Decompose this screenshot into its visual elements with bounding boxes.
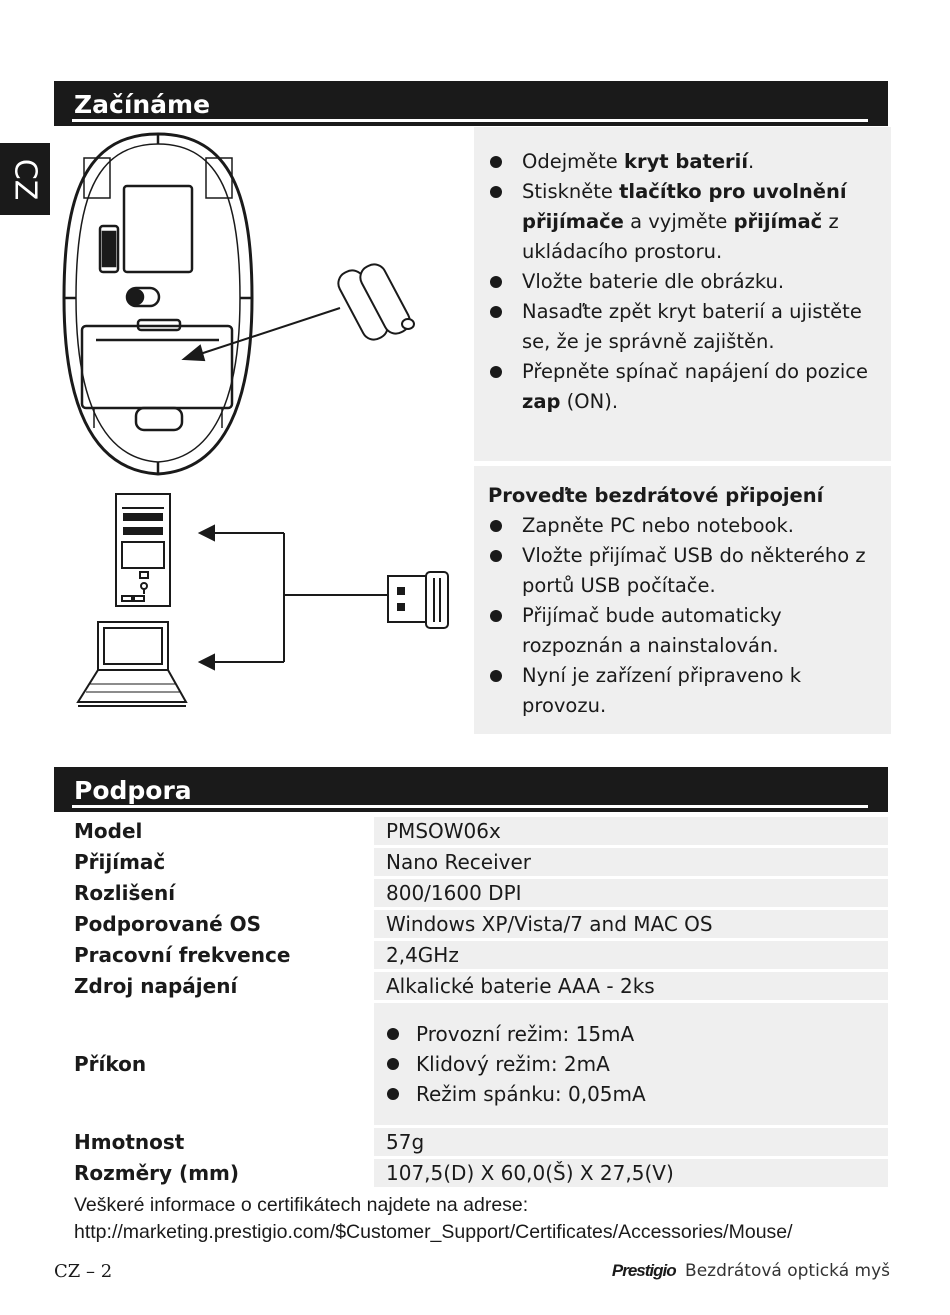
spec-row — [54, 972, 888, 1000]
spec-value — [374, 1003, 888, 1125]
spec-row — [54, 848, 888, 876]
spec-value: 107,5(D) X 60,0(Š) X 27,5(V) — [374, 1159, 888, 1187]
spec-label: Model — [74, 819, 143, 843]
certificate-info — [74, 1192, 793, 1246]
setup-step — [488, 357, 885, 417]
connect-panel — [474, 466, 891, 734]
step-text: kryt baterií — [623, 150, 749, 173]
setup-step — [488, 267, 885, 297]
setup-steps-panel — [474, 127, 891, 461]
section-header-getting-started — [54, 81, 888, 126]
connect-step: Vložte přijímač USB do některého z portů USB počítače. — [488, 541, 885, 601]
spec-label: Podporované OS — [74, 912, 262, 936]
connect-heading: Proveďte bezdrátové připojení — [488, 484, 824, 507]
setup-step — [488, 297, 885, 357]
step-text: přijímač — [733, 210, 823, 233]
spec-row — [54, 1159, 888, 1187]
spec-label: Zdroj napájení — [74, 974, 238, 998]
title-underline — [72, 119, 868, 122]
setup-illustration — [54, 128, 474, 728]
connect-step: Zapněte PC nebo notebook. — [488, 511, 885, 541]
spec-value: Alkalické baterie AAA - 2ks — [374, 972, 888, 1000]
spec-label: Rozměry (mm) — [74, 1161, 240, 1185]
step-text: Vložte baterie dle obrázku. — [522, 270, 785, 293]
section-header-support — [54, 767, 888, 812]
spec-label: Pracovní frekvence — [74, 943, 291, 967]
spec-value: 2,4GHz — [374, 941, 888, 969]
setup-steps-list — [488, 147, 885, 417]
setup-step — [488, 147, 885, 177]
spec-value: Nano Receiver — [374, 848, 888, 876]
certificate-url[interactable]: http://marketing.prestigio.com/$Customer_Support/Certificates/Accessories/Mouse/ — [74, 1221, 793, 1243]
setup-step — [488, 177, 885, 267]
pc-tower-image — [116, 494, 170, 606]
page-number: CZ – 2 — [54, 1261, 113, 1282]
product-name: Bezdrátová optická myš — [685, 1261, 890, 1281]
brand-logo: Prestigio — [611, 1261, 676, 1280]
connect-steps-list — [488, 511, 885, 721]
batteries-image — [334, 260, 414, 344]
title-underline — [72, 805, 868, 808]
language-code: CZ — [7, 158, 43, 200]
spec-row — [54, 941, 888, 969]
spec-row — [54, 1128, 888, 1156]
spec-value-list — [386, 1003, 888, 1125]
step-text: z ukládacího prostoru. — [522, 210, 839, 263]
spec-value-item: Režim spánku: 0,05mA — [386, 1079, 888, 1109]
spec-table — [54, 814, 888, 1190]
certificate-text: Veškeré informace o certifikátech najdete na adrese: — [74, 1194, 529, 1216]
section-title: Podpora — [74, 776, 192, 805]
footer-product — [612, 1261, 890, 1281]
spec-row — [54, 817, 888, 845]
usb-receiver-image — [388, 572, 448, 628]
section-title: Začínáme — [74, 90, 211, 119]
step-text: a vyjměte — [623, 210, 734, 233]
insert-arrow — [184, 308, 340, 360]
spec-row — [54, 910, 888, 938]
step-text: Nasaďte zpět kryt baterií a ujistěte se, že je správně zajištěn. — [522, 300, 862, 353]
spec-label: Přijímač — [74, 850, 166, 874]
spec-row — [54, 879, 888, 907]
spec-label: Rozlišení — [74, 881, 176, 905]
spec-value: Windows XP/Vista/7 and MAC OS — [374, 910, 888, 938]
step-text: Stiskněte — [522, 180, 620, 203]
step-text: Přepněte spínač napájení do pozice — [522, 360, 868, 383]
language-tab — [0, 143, 50, 215]
laptop-image — [78, 622, 186, 706]
spec-value: PMSOW06x — [374, 817, 888, 845]
spec-label: Hmotnost — [74, 1130, 185, 1154]
spec-value: 800/1600 DPI — [374, 879, 888, 907]
step-text: . — [748, 150, 755, 173]
connect-step: Nyní je zařízení připraveno k provozu. — [488, 661, 885, 721]
spec-value-item: Provozní režim: 15mA — [386, 1019, 888, 1049]
spec-label: Příkon — [74, 1052, 147, 1076]
step-text: Odejměte — [522, 150, 624, 173]
step-text: tlačítko pro uvolnění přijímače — [522, 180, 847, 233]
step-text: (ON). — [560, 390, 619, 413]
step-text: zap — [522, 390, 561, 413]
spec-value-item: Klidový režim: 2mA — [386, 1049, 888, 1079]
spec-value: 57g — [374, 1128, 888, 1156]
connection-lines — [200, 526, 388, 669]
mouse-underside-image — [64, 134, 252, 474]
spec-row — [54, 1003, 888, 1125]
connect-step: Přijímač bude automaticky rozpoznán a nainstalován. — [488, 601, 885, 661]
